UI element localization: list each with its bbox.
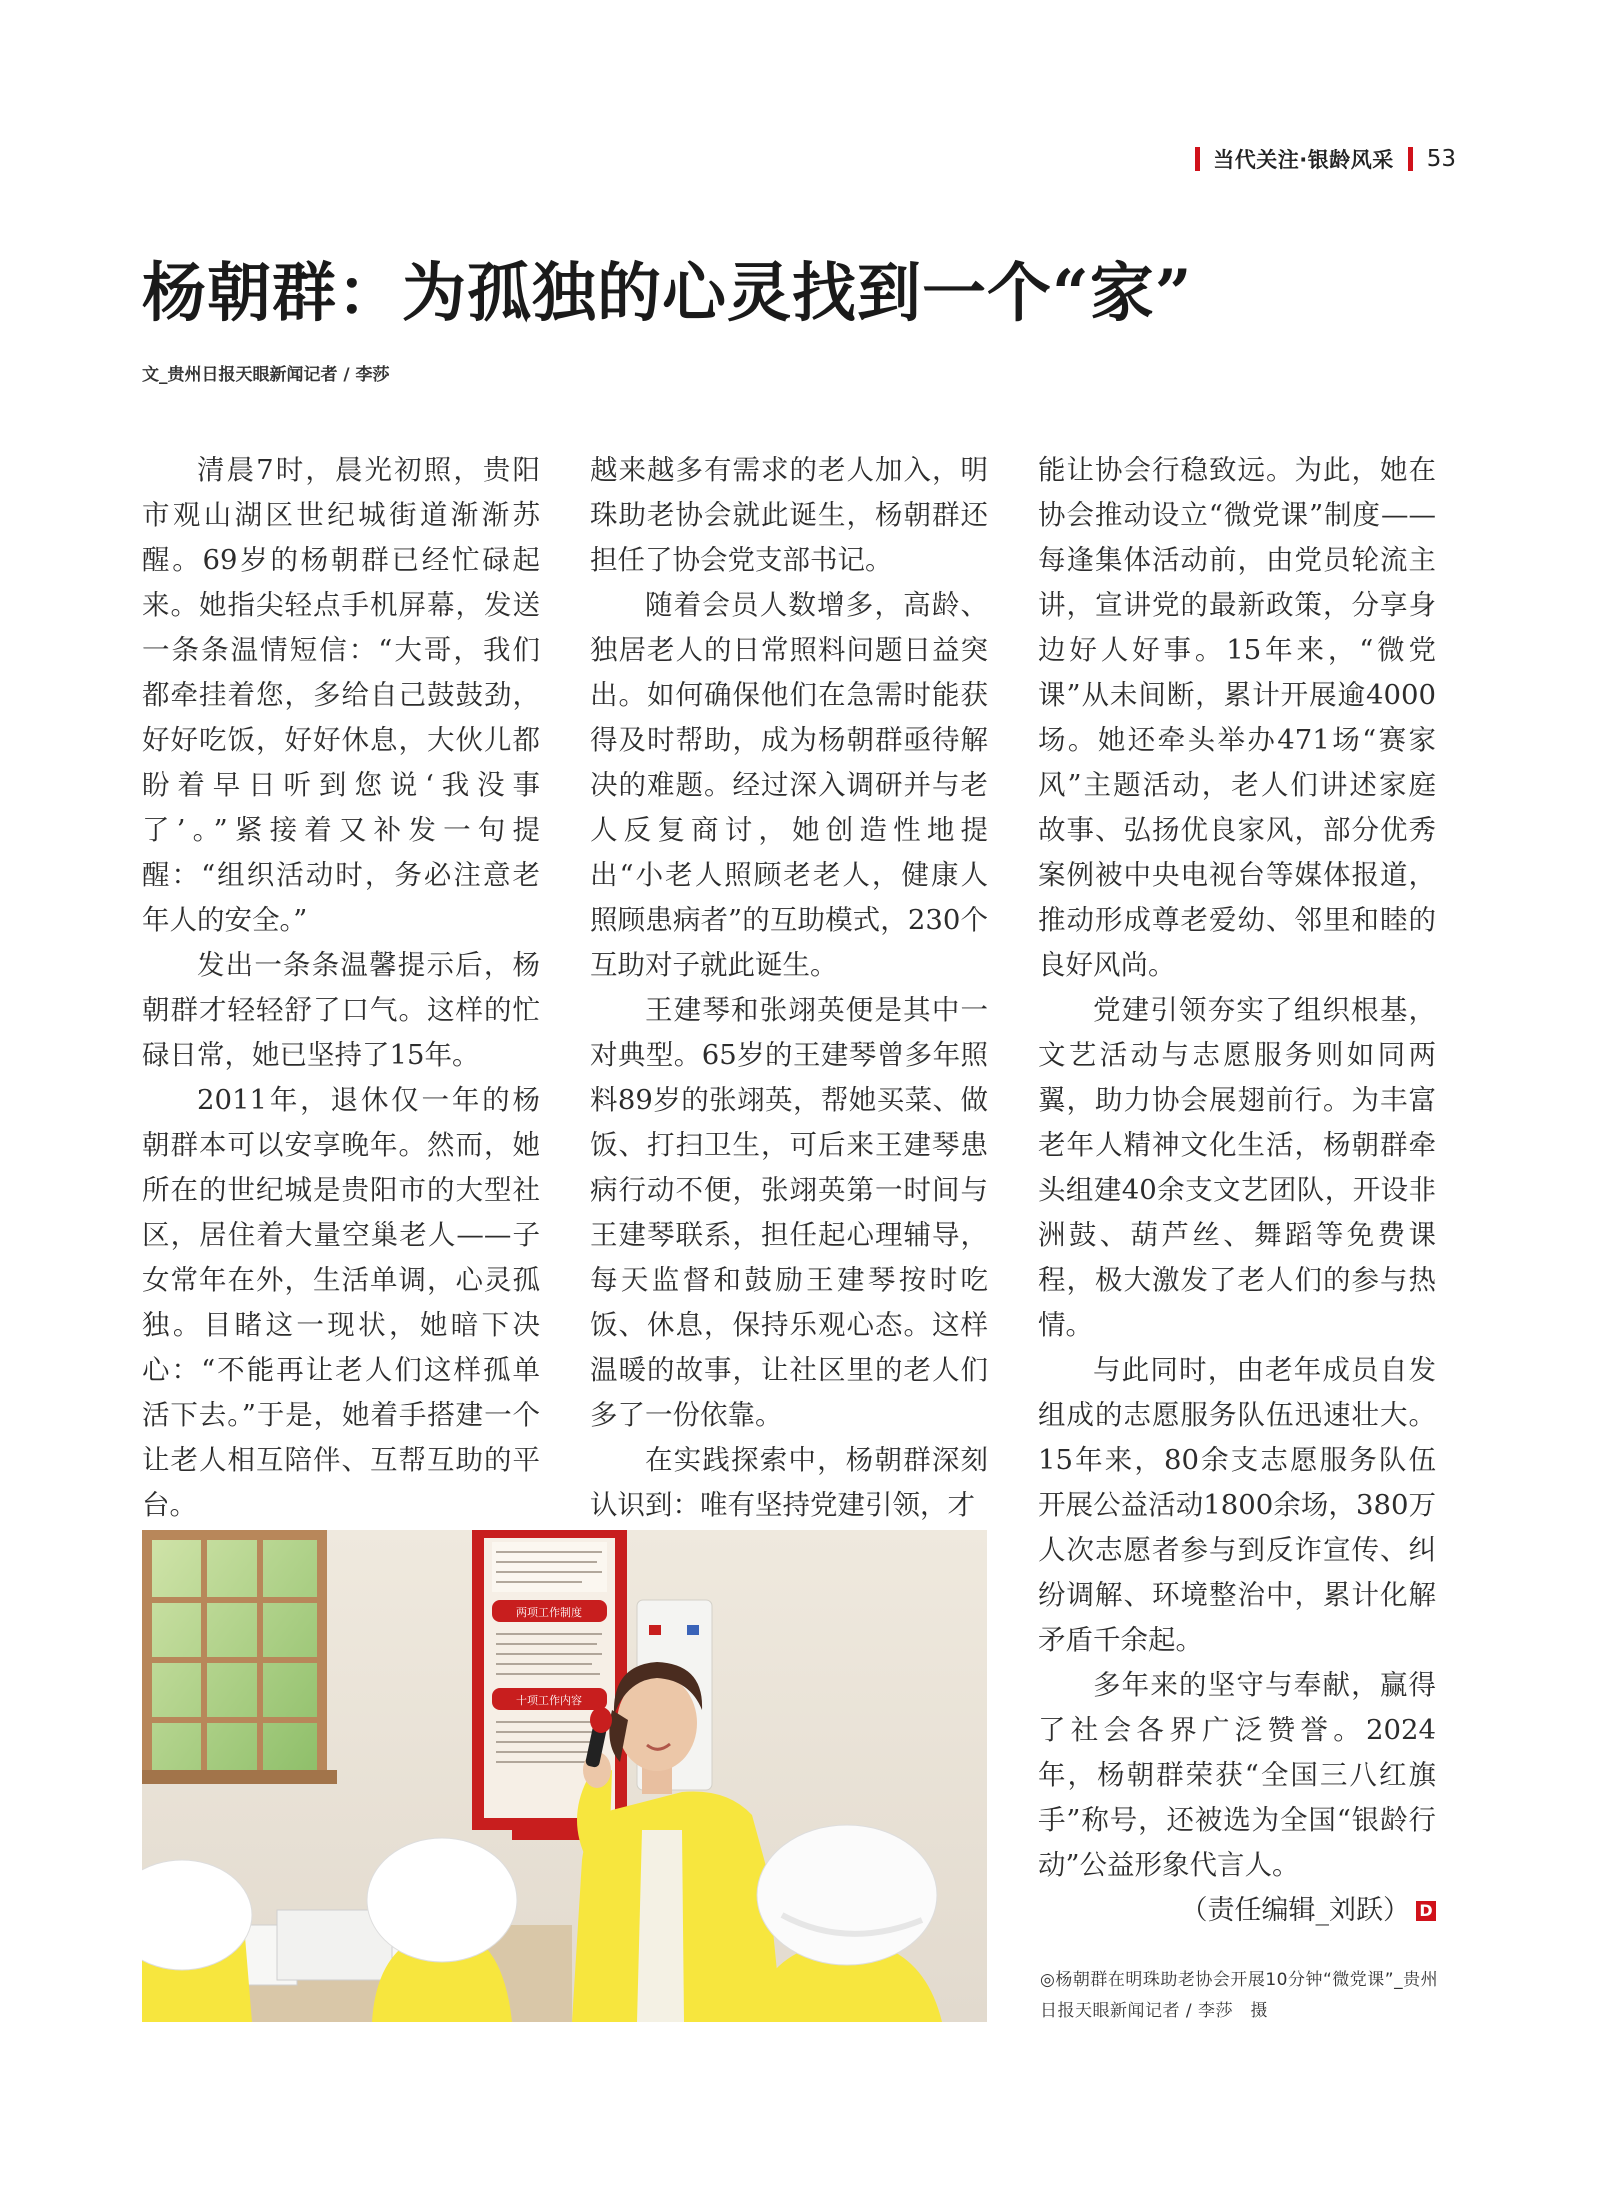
editor-credit [1038,1888,1436,1933]
text-column-2 [590,448,988,1528]
paragraph: 越来越多有需求的老人加入，明珠助老协会就此诞生，杨朝群还担任了协会党支部书记。 [590,454,988,576]
text-column-3 [1038,448,1436,1933]
paragraph: 发出一条条温馨提示后，杨朝群才轻轻舒了口气。这样的忙碌日常，她已坚持了15年。 [142,949,540,1071]
paragraph: 党建引领夯实了组织根基，文艺活动与志愿服务则如同两翼，助力协会展翅前行。为丰富老年人精神文化生活，杨朝群牵头组建40余支文艺团队，开设非洲鼓、葫芦丝、舞蹈等免费课程，极大激发了老人们的参与热情。 [1038,994,1436,1341]
paragraph: 2011年，退休仅一年的杨朝群本可以安享晚年。然而，她所在的世纪城是贵阳市的大型社区，居住着大量空巢老人——子女常年在外，生活单调，心灵孤独。目睹这一现状，她暗下决心：“不能再让老人们这样孤单活下去。”于是，她着手搭建一个让老人相互陪伴、互帮互助的平台。 [142,1084,540,1521]
section-marker-right [1408,147,1413,171]
paragraph: 清晨7时，晨光初照，贵阳市观山湖区世纪城街道渐渐苏醒。69岁的杨朝群已经忙碌起来。她指尖轻点手机屏幕，发送一条条温情短信：“大哥，我们都牵挂着您，多给自己鼓鼓劲，好好吃饭，好好休息，大伙儿都盼着早日听到您说‘我没事了’。”紧接着又补发一句提醒：“组织活动时，务必注意老年人的安全。” [142,454,540,936]
page-header [1195,144,1456,174]
photo-caption: ◎杨朝群在明珠助老协会开展10分钟“微党课”_贵州日报天眼新闻记者 / 李莎 摄 [1040,1970,1439,2021]
end-mark-icon: D [1416,1901,1436,1921]
paragraph: 多年来的坚守与奉献，赢得了社会各界广泛赞誉。2024年，杨朝群荣获“全国三八红旗手”称号，还被选为全国“银龄行动”公益形象代言人。 [1038,1669,1436,1881]
article-photo [142,1530,987,2022]
section-marker-left [1195,147,1200,171]
paragraph: 在实践探索中，杨朝群深刻认识到：唯有坚持党建引领，才 [590,1444,988,1521]
paragraph: 随着会员人数增多，高龄、独居老人的日常照料问题日益突出。如何确保他们在急需时能获得及时帮助，成为杨朝群亟待解决的难题。经过深入调研并与老人反复商讨，她创造性地提出“小老人照顾老老人，健康人照顾患病者”的互助模式，230个互助对子就此诞生。 [590,589,988,981]
article-title: 杨朝群：为孤独的心灵找到一个“家” [142,256,1193,331]
photo-illustration [142,1530,987,2022]
poster-heading-2: 十项工作内容 [516,1694,582,1707]
paragraph: 与此同时，由老年成员自发组成的志愿服务队伍迅速壮大。15年来，80余支志愿服务队伍开展公益活动1800余场，380万人次志愿者参与到反诈宣传、纠纷调解、环境整治中，累计化解矛盾千余起。 [1038,1354,1436,1656]
window [142,1530,337,1784]
paragraph: 能让协会行稳致远。为此，她在协会推动设立“微党课”制度——每逢集体活动前，由党员轮流主讲，宣讲党的最新政策，分享身边好人好事。15年来，“微党课”从未间断，累计开展逾4000场。她还牵头举办471场“赛家风”主题活动，老人们讲述家庭故事、弘扬优良家风，部分优秀案例被中央电视台等媒体报道，推动形成尊老爱幼、邻里和睦的良好风尚。 [1038,454,1436,981]
article-byline: 文_贵州日报天眼新闻记者 / 李莎 [142,365,390,385]
text-column-1 [142,448,540,1618]
section-label: 当代关注·银龄风采 [1213,148,1394,172]
editor-name: （责任编辑_刘跃） [1180,1895,1410,1926]
page-number: 53 [1426,146,1456,172]
paragraph: 王建琴和张翊英便是其中一对典型。65岁的王建琴曾多年照料89岁的张翊英，帮她买菜、做饭、打扫卫生，可后来王建琴患病行动不便，张翊英第一时间与王建琴联系，担任起心理辅导，每天监督和鼓励王建琴按时吃饭、休息，保持乐观心态。这样温暖的故事，让社区里的老人们多了一份依靠。 [590,994,988,1431]
poster-heading-1: 两项工作制度 [516,1606,582,1619]
